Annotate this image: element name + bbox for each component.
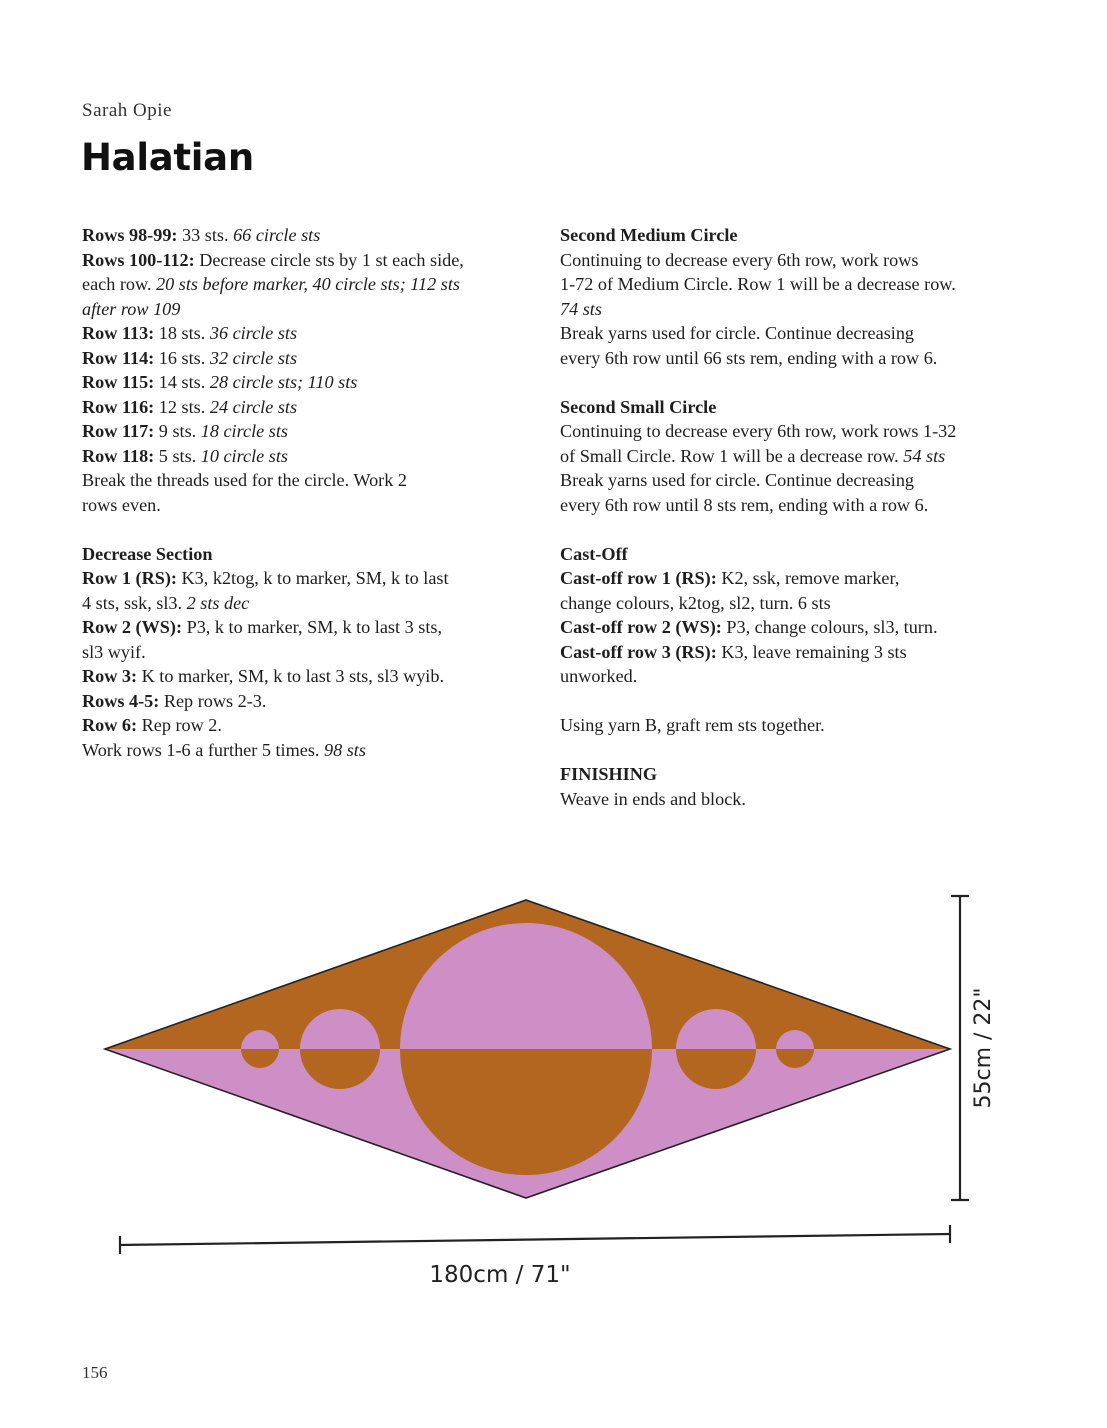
- pattern-title: Halatian: [81, 136, 254, 179]
- instruction-row-114: Row 114: 16 sts. 32 circle sts: [82, 347, 298, 368]
- height-dimension: [951, 896, 996, 1200]
- cast-off-row-2: Cast-off row 2 (WS): P3, change colours, sl3, turn.: [560, 617, 938, 637]
- circle-rows-section: Rows 98-99: 33 sts. 66 circle sts Rows 100-112: Decrease circle sts by 1 st each side, each row. 20 sts before marker, 40 circle sts; 112 sts after row 109 Row 113: 18 sts. 36 circle sts Row 114: 16 sts. 32 circle sts Row 115: 14 sts. 28 circle sts; 110 sts Row 116: 12 sts. 24 circle sts Row 117: 9 sts. 18 circle sts Row 118: 5 sts. 10 circle sts Break the threads used for the circle. Work 2 rows even.: [82, 223, 512, 517]
- second-small-circle-section: Second Small Circle Continuing to decrease every 6th row, work rows 1-32 of Small Circle. Row 1 will be a decrease row. 54 sts Break yarns used for circle. Continue decreasing every 6th row until 8 sts rem, ending with a row 6.: [560, 395, 1000, 518]
- instruction-rows-98-99: Rows 98-99: 33 sts. 66 circle sts: [82, 225, 321, 245]
- cast-off-row-3: Cast-off row 3 (RS): K3, leave remaining 3 sts: [560, 641, 907, 662]
- cast-off-section: Cast-Off Cast-off row 1 (RS): K2, ssk, remove marker, change colours, k2tog, sl2, turn. 6 sts Cast-off row 2 (WS): P3, change colours, sl3, turn. Cast-off row 3 (RS): K3, leave remaining 3 sts unworked.: [560, 542, 1000, 689]
- instruction-row-116: Row 116: 12 sts. 24 circle sts: [82, 396, 298, 417]
- left-column: [82, 223, 512, 787]
- author-name: Sarah Opie: [82, 100, 172, 121]
- instruction-row-117: Row 117: 9 sts. 18 circle sts: [82, 421, 288, 441]
- break-threads-text: Break the threads used for the circle. Work 2: [82, 470, 407, 490]
- decrease-section: Decrease Section Row 1 (RS): K3, k2tog, k to marker, SM, k to last 4 sts, ssk, sl3. 2 sts dec Row 2 (WS): P3, k to marker, SM, k to last 3 sts, sl3 wyif. Row 3: K to marker, SM, k to last 3 sts, sl3 wyib. Rows 4-5: Rep rows 2-3. Row 6: Rep row 2. Work rows 1-6 a further 5 times. 98 sts: [82, 542, 512, 763]
- height-label: 55cm / 22": [971, 987, 996, 1109]
- instruction-row-115: Row 115: 14 sts. 28 circle sts; 110 sts: [82, 372, 358, 392]
- width-label: 180cm / 71": [429, 1262, 571, 1288]
- cast-off-heading: Cast-Off: [560, 543, 628, 564]
- shawl-schematic: [0, 880, 1107, 1300]
- decrease-row-6: Row 6: Rep row 2.: [82, 715, 222, 735]
- second-medium-circle-section: Second Medium Circle Continuing to decrease every 6th row, work rows 1-72 of Medium Circle. Row 1 will be a decrease row. 74 sts Break yarns used for circle. Continue decreasing every 6th row until 66 sts rem, ending with a row 6.: [560, 223, 1000, 370]
- finishing-text: Weave in ends and block.: [560, 788, 746, 809]
- second-medium-circle-heading: Second Medium Circle: [560, 225, 738, 245]
- graft-text: Using yarn B, graft rem sts together.: [560, 715, 825, 735]
- decrease-row-1: Row 1 (RS): K3, k2tog, k to marker, SM, k to last: [82, 568, 449, 588]
- decrease-rows-4-5: Rows 4-5: Rep rows 2-3.: [82, 690, 267, 711]
- graft-section: [560, 713, 1000, 738]
- right-column: [560, 223, 1000, 836]
- page-number: 156: [82, 1363, 108, 1382]
- decrease-repeat-text: Work rows 1-6 a further 5 times. 98 sts: [82, 739, 366, 760]
- finishing-heading: FINISHING: [560, 764, 658, 784]
- instruction-row-118: Row 118: 5 sts. 10 circle sts: [82, 445, 288, 466]
- decrease-section-heading: Decrease Section: [82, 543, 213, 564]
- second-small-circle-heading: Second Small Circle: [560, 396, 717, 417]
- decrease-row-3: Row 3: K to marker, SM, k to last 3 sts, sl3 wyib.: [82, 666, 445, 686]
- instruction-row-113: Row 113: 18 sts. 36 circle sts: [82, 323, 298, 343]
- cast-off-row-1: Cast-off row 1 (RS): K2, ssk, remove marker,: [560, 568, 900, 588]
- finishing-section: [560, 762, 1000, 811]
- width-dimension: [120, 1225, 950, 1288]
- instruction-rows-100-112: Rows 100-112: Decrease circle sts by 1 st each side,: [82, 249, 464, 270]
- decrease-row-2: Row 2 (WS): P3, k to marker, SM, k to last 3 sts,: [82, 617, 442, 637]
